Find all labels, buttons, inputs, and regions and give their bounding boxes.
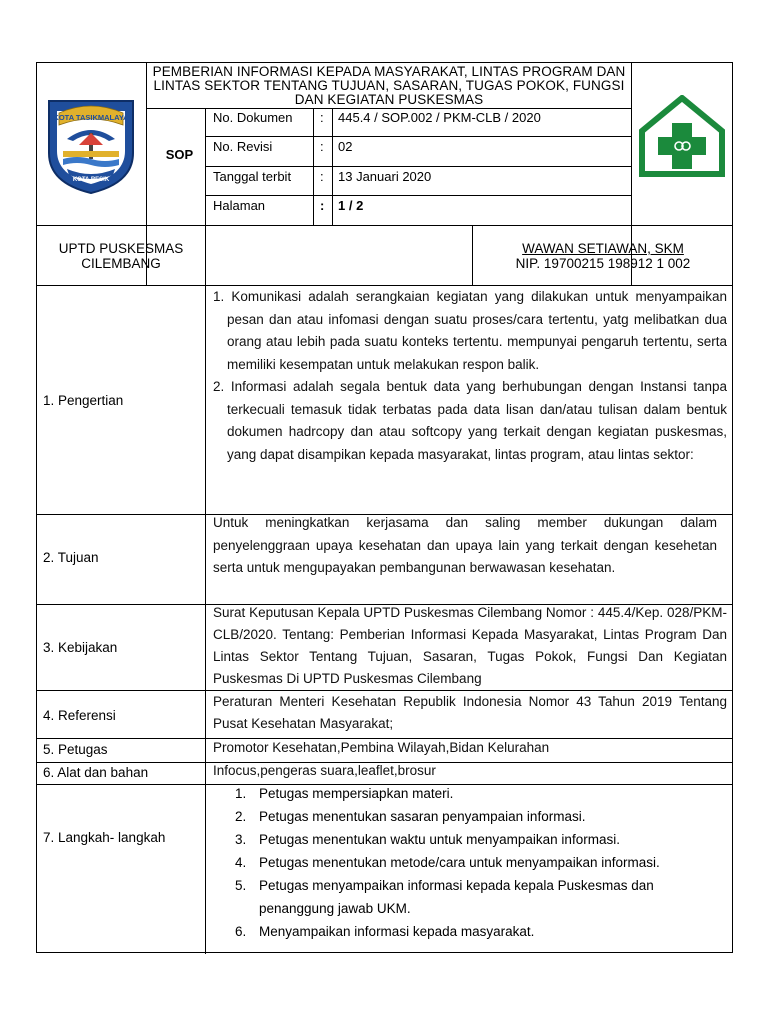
section-body-alat: Infocus,pengeras suara,leaflet,brosur <box>213 763 436 778</box>
steps-list <box>213 782 713 943</box>
section-label-alat: 6. Alat dan bahan <box>43 765 149 780</box>
section-label-referensi: 4. Referensi <box>43 708 116 723</box>
step-item: 3. Petugas menentukan waktu untuk menyampaikan informasi. <box>235 832 620 847</box>
section-label-petugas: 5. Petugas <box>43 742 108 757</box>
section-body-referensi: Peraturan Menteri Kesehatan Republik Indonesia Nomor 43 Tahun 2019 Tentang Pusat Kesehatan Masyarakat; <box>213 694 727 731</box>
step-item: 5. Petugas menyampaikan informasi kepada kepala Puskesmas dan penanggung jawab UKM. <box>235 878 654 916</box>
puskesmas-logo <box>638 95 726 177</box>
signer-block <box>473 241 733 271</box>
svg-text:KOTA RESIK: KOTA RESIK <box>72 177 110 183</box>
unit-name <box>37 241 205 271</box>
meta-separator: : <box>320 198 325 213</box>
meta-label-halaman: Halaman <box>213 198 266 213</box>
divider <box>205 195 631 196</box>
definition-paragraph: 2. Informasi adalah segala bentuk data yang berhubungan dengan Instansi tanpa terkecuali temasuk tidak terbatas pada data lisan dan/atau tulisan dalam bentuk dokumen hadrcopy dan atau softcopy yang terkait dengan kegiatan puskesmas, yang dapat disampikan kepada masyarakat, lintas program, atau lintas sektor: <box>213 379 727 462</box>
signer-name: WAWAN SETIAWAN, SKM <box>522 241 684 256</box>
divider <box>146 108 631 109</box>
meta-value-revisi: 02 <box>338 139 353 154</box>
section-label-pengertian: 1. Pengertian <box>43 393 124 408</box>
divider <box>313 108 314 225</box>
section-label-kebijakan: 3. Kebijakan <box>43 640 118 655</box>
meta-value-tanggal: 13 Januari 2020 <box>338 169 432 184</box>
divider <box>332 108 333 225</box>
unit-line-1: UPTD PUSKESMAS <box>58 241 184 256</box>
meta-label-tanggal: Tanggal terbit <box>213 169 292 184</box>
step-item: 4. Petugas menentukan metode/cara untuk menyampaikan informasi. <box>235 855 660 870</box>
meta-separator: : <box>320 139 324 154</box>
section-body-pengertian <box>213 286 727 466</box>
section-body-petugas: Promotor Kesehatan,Pembina Wilayah,Bidan Kelurahan <box>213 740 550 755</box>
unit-line-2: CILEMBANG <box>81 256 161 271</box>
meta-separator: : <box>320 110 324 125</box>
meta-separator: : <box>320 169 324 184</box>
city-logo <box>45 95 137 195</box>
divider <box>37 225 733 226</box>
signer-nip: NIP. 19700215 198912 1 002 <box>515 256 691 271</box>
definition-paragraph: 1. Komunikasi adalah serangkaian kegiatan yang dilakukan untuk menyampaikan pesan dan atau infomasi dengan suatu proses/cara tertentu, yatg melibatkan dua orang atau lebih pada suatu konteks tertentu. mempunyai pengaruh tertentu, serta memiliki kesempatan untuk melakukan respon balik. <box>213 289 727 372</box>
meta-label-dokumen: No. Dokumen <box>213 110 293 125</box>
svg-text:KOTA TASIKMALAYA: KOTA TASIKMALAYA <box>53 113 129 122</box>
divider <box>205 108 206 285</box>
meta-label-revisi: No. Revisi <box>213 139 273 154</box>
health-cross-icon <box>638 95 726 177</box>
section-label-tujuan: 2. Tujuan <box>43 550 99 565</box>
divider <box>205 136 631 137</box>
sop-label: SOP <box>165 147 194 162</box>
step-item: 6. Menyampaikan informasi kepada masyarakat. <box>235 924 535 939</box>
divider <box>205 285 206 954</box>
document-title: PEMBERIAN INFORMASI KEPADA MASYARAKAT, LINTAS PROGRAM DAN LINTAS SEKTOR TENTANG TUJUAN, SASARAN, TUGAS POKOK, FUNGSI DAN KEGIATAN PUSKESMAS <box>152 64 626 107</box>
step-item: 1. Petugas mempersiapkan materi. <box>235 786 454 801</box>
section-body-kebijakan: Surat Keputusan Kepala UPTD Puskesmas Cilembang Nomor : 445.4/Kep. 028/PKM-CLB/2020. Tentang: Pemberian Informasi Kepada Masyarakat, Lintas Program Dan Lintas Sektor Tentang Tujuan, Sasaran, Tugas Pokok, Fungsi Dan Kegiatan Puskesmas Di UPTD Puskesmas Cilembang <box>213 605 727 686</box>
city-crest-icon <box>45 95 137 195</box>
meta-value-dokumen: 445.4 / SOP.002 / PKM-CLB / 2020 <box>338 110 541 125</box>
sop-document <box>36 62 733 953</box>
step-item: 2. Petugas menentukan sasaran penyampaian informasi. <box>235 809 586 824</box>
section-label-langkah: 7. Langkah- langkah <box>43 830 166 845</box>
divider <box>205 166 631 167</box>
section-body-tujuan: Untuk meningkatkan kerjasama dan saling member dukungan dalam penyelenggraan upaya kesehatan dan upaya lain yang terkait dengan kesehetan serta untuk mengupayakan pembangunan berwawasan kesehatan. <box>213 515 717 575</box>
meta-value-halaman: 1 / 2 <box>338 198 364 213</box>
